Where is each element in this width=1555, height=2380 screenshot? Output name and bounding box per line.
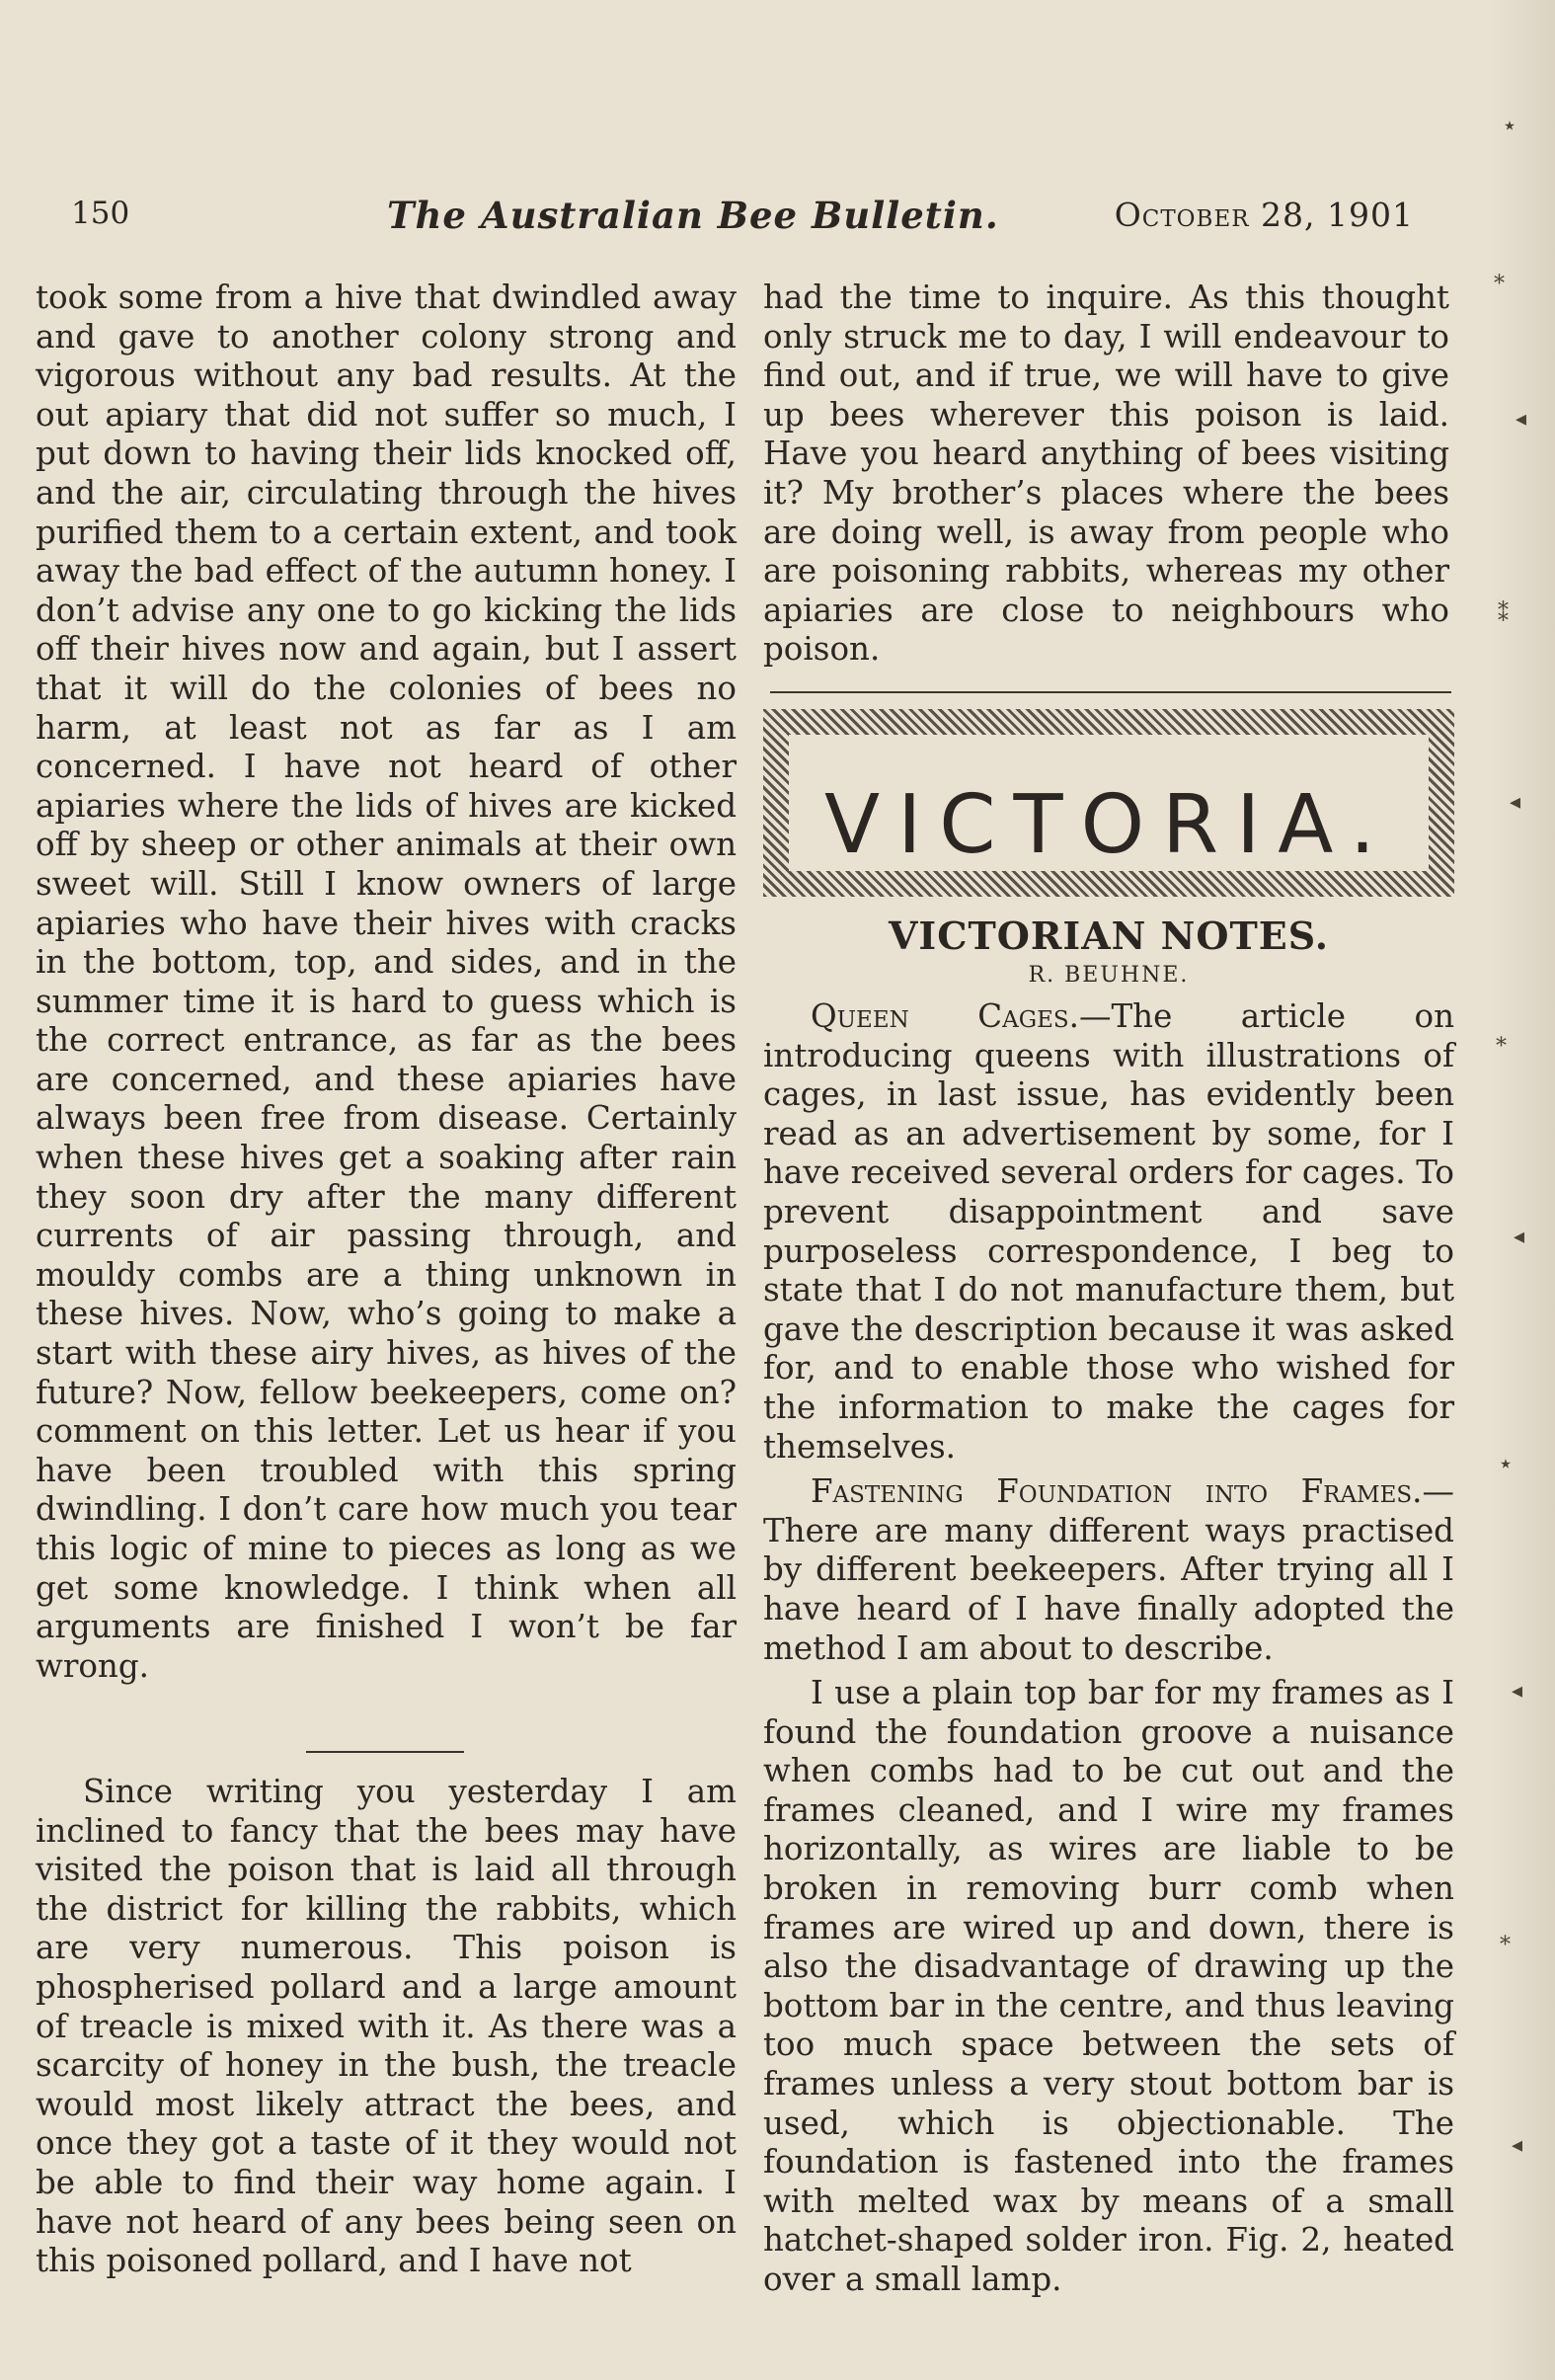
edge-mark-icon: ◂ bbox=[1512, 1679, 1523, 1704]
edge-mark-icon: ◂ bbox=[1514, 1225, 1525, 1249]
paragraph-lead: Fastening Foundation into Frames. bbox=[811, 1472, 1423, 1511]
publication-title: The Australian Bee Bulletin. bbox=[387, 194, 999, 237]
page-edge bbox=[1486, 0, 1555, 2380]
right-divider bbox=[770, 691, 1451, 693]
edge-mark-icon: ◂ bbox=[1510, 790, 1521, 815]
running-header bbox=[71, 196, 1414, 245]
paragraph-fastening-foundation bbox=[763, 1472, 1454, 1668]
edge-mark-icon: ٭ bbox=[1500, 1452, 1512, 1476]
left-postscript-paragraph: Since writing you yesterday I am inclined to fancy that the bees may have visited the poison that is laid all through the district for killing the rabbits, which are very numerous. This poison is phospherised pollard and a large amount of treacle is mixed with it. As there was a scarcity of honey in the bush, the treacle would most likely attract the bees, and once they got a taste of it they would not be able to find their way home again. I have not heard of any bees being seen on this poisoned pollard, and I have not bbox=[36, 1773, 737, 2280]
victoria-banner bbox=[763, 709, 1454, 897]
paragraph-body: —There are many different ways practised by different beekeepers. After trying all I have heard of I have finally adopted the method I am about to describe. bbox=[763, 1472, 1454, 1667]
right-continued-paragraph: had the time to inquire. As this thought only struck me to day, I will endeavour to find out, and if true, we will have to give up bees wherever this poison is laid. Have you heard anything of bees visiting it? My brother’s places where the bees are doing well, is away from people who are poisoning rabbits, whereas my other apiaries are close to neighbours who poison. bbox=[763, 278, 1449, 669]
left-continued-paragraph: took some from a hive that dwindled away and gave to another colony strong and vigorous without any bad results. At the out apiary that did not suffer so much, I put down to having their lids knocked off, and the air, circulating through the hives purified them to a certain extent, and took away the bad effect of the autumn honey. I don’t advise any one to go kicking the lids off their hives now and again, but I assert that it will do the colonies of bees no harm, at least not as far as I am concerned. I have not heard of other apiaries where the lids of hives are kicked off by sheep or other animals at their own sweet will. Still I know owners of large apiaries who have their hives with cracks in the bottom, top, and sides, and in the summer time it is hard to guess which is the correct entrance, as far as the bees are concerned, and these apiaries have always been free from disease. Certainly when these hives get a soaking after rain they soon dry after the many different currents of air passing through, and mouldy combs are a thing unknown in these hives. Now, who’s going to make a start with these airy hives, as hives of the future? Now, fellow beekeepers, come on? comment on this letter. Let us hear if you have been troubled with this spring dwindling. I don’t care how much you tear this logic of mine to pieces as long as we get some knowledge. I think when all arguments are finished I won’t be far wrong. bbox=[36, 278, 737, 1685]
paragraph-lead: Queen Cages. bbox=[811, 997, 1079, 1035]
author-byline: R. BEUHNE. bbox=[1028, 963, 1190, 988]
victorian-notes-body bbox=[763, 997, 1454, 2306]
banner-heading: VICTORIA. bbox=[823, 778, 1394, 872]
edge-mark-icon: ٭ bbox=[1504, 114, 1516, 138]
paragraph-body: —The article on introducing queens with illustrations of cages, in last issue, has evidently been read as an advertisement by some, for I have received several orders for cages. To prevent disappointment and save purposeless correspondence, I beg to state that I do not manufacture them, but gave the description because it was asked for, and to enable those who wished for the information to make the cages for themselves. bbox=[763, 997, 1455, 1466]
left-postscript-block bbox=[36, 1773, 737, 2281]
paragraph-top-bar: I use a plain top bar for my frames as I found the foundation groove a nuisance when combs had to be cut out and the frames cleaned, and I wire my frames horizontally, as wires are liable to be broken in removing burr comb when frames are wired up and down, there is also the disadvantage of drawing up the bottom bar in the centre, and thus leaving too much space between the sets of frames unless a very stout bottom bar is used, which is objectionable. The foundation is fastened into the frames with melted wax by means of a small hatchet-shaped solder iron. Fig. 2, heated over a small lamp. bbox=[763, 1674, 1454, 2298]
edge-mark-icon: ◂ bbox=[1512, 2133, 1523, 2158]
left-column bbox=[36, 278, 737, 1686]
edge-mark-icon: ⁎ bbox=[1500, 1926, 1511, 1950]
page-number: 150 bbox=[71, 196, 130, 231]
right-column bbox=[763, 278, 1449, 670]
edge-mark-icon: ⁑ bbox=[1498, 602, 1509, 627]
edge-mark-icon: ⁎ bbox=[1494, 265, 1505, 289]
section-title: VICTORIAN NOTES. bbox=[888, 913, 1330, 958]
paragraph-queen-cages bbox=[763, 997, 1454, 1467]
section-divider bbox=[306, 1751, 464, 1753]
edge-mark-icon: ◂ bbox=[1516, 407, 1527, 432]
edge-mark-icon: ⁎ bbox=[1496, 1027, 1507, 1052]
issue-date: October 28, 1901 bbox=[1114, 196, 1414, 234]
